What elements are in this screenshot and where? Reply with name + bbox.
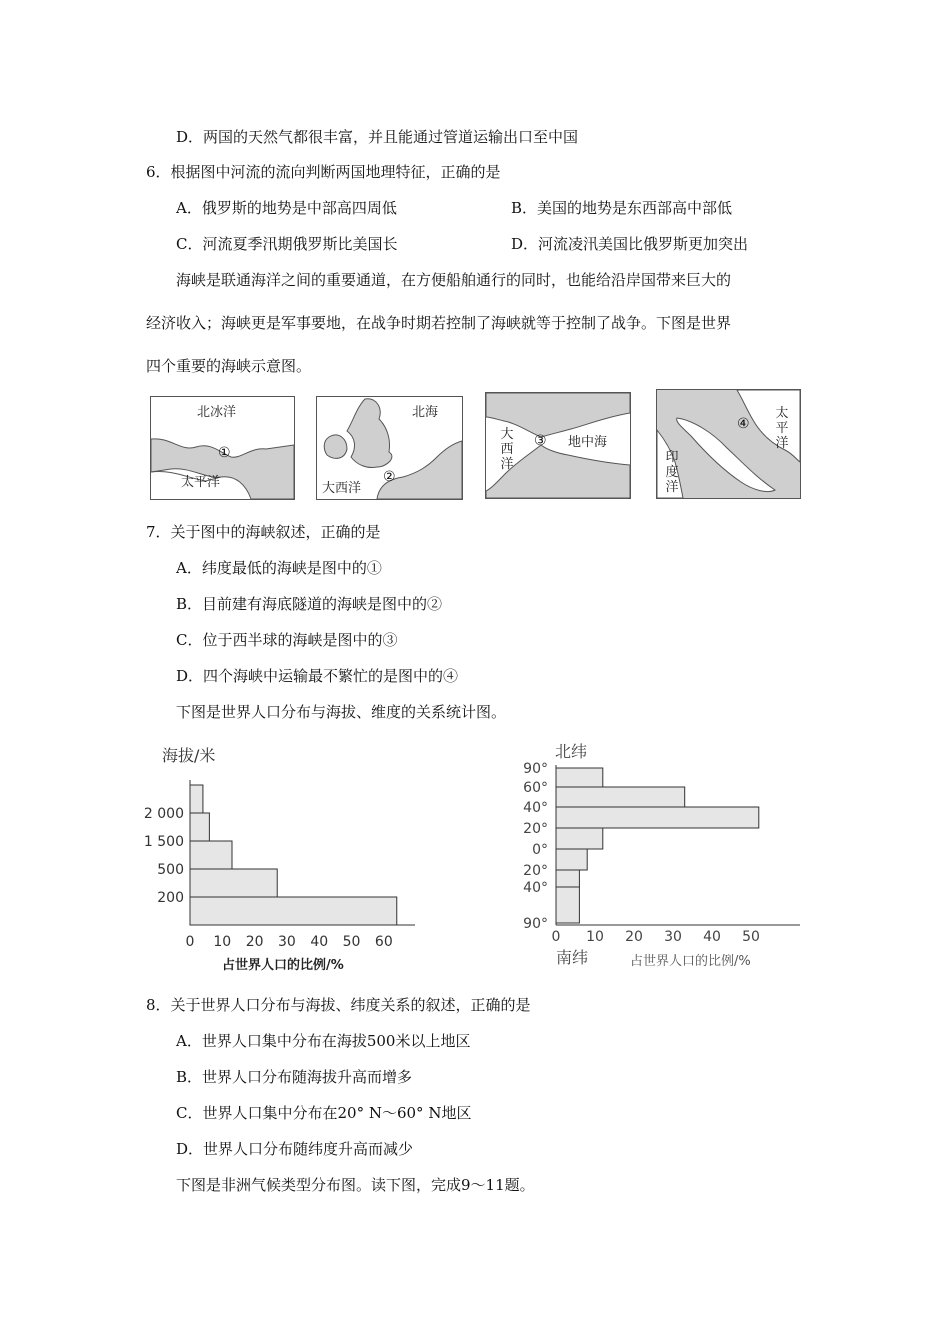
strait-map-2 bbox=[316, 396, 463, 500]
chart2-ylabel-bottom: 南纬 bbox=[556, 948, 589, 967]
q7-option-c: C．位于西半球的海峡是图中的③ bbox=[176, 631, 398, 649]
q6-option-a: A．俄罗斯的地势是中部高四周低 bbox=[176, 199, 397, 217]
q8-option-b: B．世界人口分布随海拔升高而增多 bbox=[176, 1068, 413, 1086]
map2-number: ② bbox=[383, 469, 396, 485]
q8-option-d: D．世界人口分布随纬度升高而减少 bbox=[176, 1140, 414, 1158]
q8-option-a: A．世界人口集中分布在海拔500米以上地区 bbox=[176, 1032, 471, 1050]
chart2-xtick-0: 0 bbox=[551, 929, 561, 945]
chart2-ytick-4: 0° bbox=[532, 842, 548, 858]
chart2-bar-4 bbox=[556, 849, 587, 870]
map4-left-label: 印度洋 bbox=[665, 450, 679, 495]
strait-map-4 bbox=[656, 389, 801, 499]
chart2-ytick-7: 90° bbox=[523, 916, 548, 932]
chart1-xtick-1: 10 bbox=[213, 934, 232, 950]
q7-stem: 7．关于图中的海峡叙述，正确的是 bbox=[146, 523, 381, 541]
chart2-xtick-3: 30 bbox=[664, 929, 682, 945]
chart2-ytick-2: 40° bbox=[523, 800, 548, 816]
chart1-xtick-2: 20 bbox=[245, 934, 264, 950]
chart2-ytick-6: 40° bbox=[523, 880, 548, 896]
chart1-bar-4 bbox=[190, 785, 203, 813]
q8-stem: 8．关于世界人口分布与海拔、纬度关系的叙述，正确的是 bbox=[146, 996, 531, 1014]
q5-option-d: D．两国的天然气都很丰富，并且能通过管道运输出口至中国 bbox=[176, 128, 579, 146]
chart2-xtick-5: 50 bbox=[742, 929, 760, 945]
chart2-bar-3 bbox=[556, 828, 603, 849]
chart2-bar-6 bbox=[556, 887, 579, 923]
map3-right-label: 地中海 bbox=[568, 435, 608, 450]
chart2-bar-0 bbox=[556, 768, 603, 787]
strait-map-1 bbox=[150, 396, 295, 500]
map3-number: ③ bbox=[534, 433, 547, 449]
passage-line-3: 四个重要的海峡示意图。 bbox=[146, 357, 312, 375]
map1-bottom-label: 太平洋 bbox=[181, 475, 221, 490]
q6-option-c: C．河流夏季汛期俄罗斯比美国长 bbox=[176, 235, 398, 253]
strait-map-3 bbox=[485, 392, 631, 499]
q7-option-a: A．纬度最低的海峡是图中的① bbox=[176, 559, 382, 577]
chart1-xtick-6: 60 bbox=[374, 934, 393, 950]
chart1-xtick-5: 50 bbox=[342, 934, 361, 950]
map1-number: ① bbox=[218, 445, 231, 461]
chart2-xtick-2: 20 bbox=[625, 929, 643, 945]
latitude-population-chart bbox=[510, 735, 810, 975]
map2-left-label: 大西洋 bbox=[322, 481, 362, 496]
chart2-ylabel-top: 北纬 bbox=[555, 742, 588, 761]
map4-right-label: 太平洋 bbox=[775, 406, 789, 451]
chart2-xtick-1: 10 bbox=[586, 929, 604, 945]
chart1-ylabel: 海拔/米 bbox=[162, 746, 216, 765]
q7-option-d: D．四个海峡中运输最不繁忙的是图中的④ bbox=[176, 667, 459, 685]
q6-option-b: B．美国的地势是东西部高中部低 bbox=[511, 199, 733, 217]
q9-intro: 下图是非洲气候类型分布图。读下图，完成9～11题。 bbox=[176, 1176, 535, 1194]
chart2-ytick-0: 90° bbox=[523, 761, 548, 777]
passage-line-1: 海峡是联通海洋之间的重要通道，在方便船舶通行的同时，也能给沿岸国带来巨大的 bbox=[176, 271, 732, 289]
q7-option-b: B．目前建有海底隧道的海峡是图中的② bbox=[176, 595, 443, 613]
chart2-bar-2 bbox=[556, 807, 759, 828]
chart1-ytick-3: 2 000 bbox=[143, 806, 184, 822]
chart1-xlabel: 占世界人口的比例/% bbox=[222, 958, 344, 973]
map2-right-label: 北海 bbox=[412, 405, 439, 420]
q6-option-d: D．河流凌汛美国比俄罗斯更加突出 bbox=[511, 235, 749, 253]
chart1-bar-2 bbox=[190, 841, 232, 869]
chart1-xtick-3: 30 bbox=[278, 934, 296, 950]
chart1-xtick-4: 40 bbox=[310, 934, 329, 950]
chart1-ytick-0: 200 bbox=[157, 890, 184, 906]
chart1-bar-3 bbox=[190, 813, 209, 841]
map1-top-label: 北冰洋 bbox=[197, 405, 237, 420]
elevation-population-chart bbox=[130, 735, 430, 975]
chart2-ytick-5: 20° bbox=[523, 863, 548, 879]
chart1-xtick-0: 0 bbox=[185, 934, 195, 950]
q8-option-c: C．世界人口集中分布在20° N～60° N地区 bbox=[176, 1104, 472, 1122]
chart1-ytick-2: 1 500 bbox=[143, 834, 184, 850]
chart2-xlabel: 占世界人口的比例/% bbox=[630, 954, 751, 969]
map4-number: ④ bbox=[737, 416, 750, 432]
chart2-xtick-4: 40 bbox=[703, 929, 721, 945]
chart1-bar-1 bbox=[190, 869, 277, 897]
chart1-bar-0 bbox=[190, 897, 397, 925]
passage-line-2: 经济收入；海峡更是军事要地，在战争时期若控制了海峡就等于控制了战争。下图是世界 bbox=[146, 314, 732, 332]
chart2-ytick-1: 60° bbox=[523, 780, 548, 796]
chart2-ytick-3: 20° bbox=[523, 821, 548, 837]
map3-left-label: 大西洋 bbox=[500, 427, 514, 472]
chart-intro: 下图是世界人口分布与海拔、维度的关系统计图。 bbox=[176, 703, 507, 721]
q6-stem: 6．根据图中河流的流向判断两国地理特征，正确的是 bbox=[146, 163, 501, 181]
chart2-bar-1 bbox=[556, 787, 685, 807]
chart2-bar-5 bbox=[556, 870, 579, 887]
chart1-ytick-1: 500 bbox=[157, 862, 184, 878]
